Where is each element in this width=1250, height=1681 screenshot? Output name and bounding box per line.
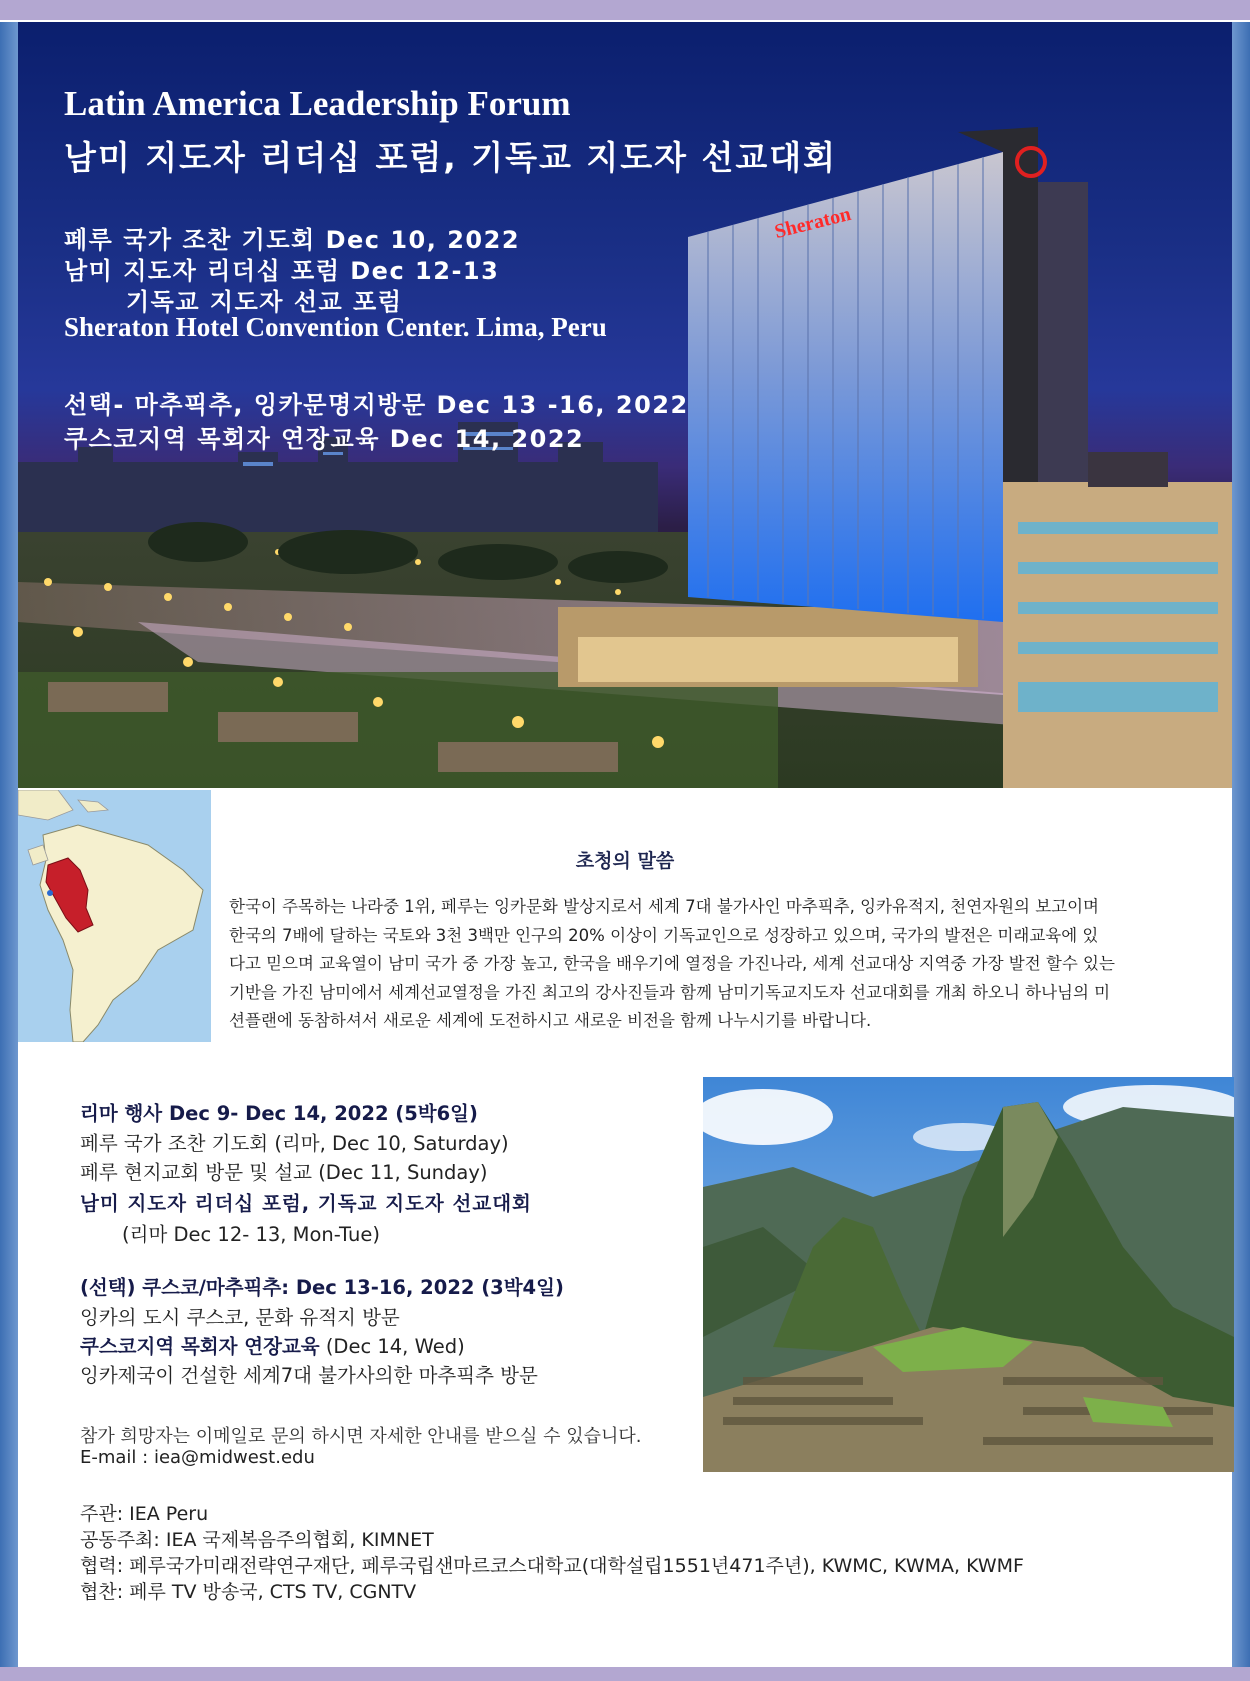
invitation-line: 다고 믿으며 교육열이 남미 국가 중 가장 높고, 한국을 배우기에 열정을 가진나라, 세계 선교대상 지역중 가장 발전 할수 있는 (229, 954, 1115, 973)
machu-picchu-photo (703, 1077, 1234, 1472)
invitation-line: 기반을 가진 남미에서 세계선교열정을 가진 최고의 강사진들과 함께 남미기독교지도자 선교대회를 개최 하오니 하나님의 미 (229, 982, 1111, 1002)
hotel-sign: Sheraton (772, 202, 854, 244)
forum-title: 남미 지도자 리더십 포럼, 기독교 지도자 선교대회 (80, 1192, 532, 1215)
lima-heading-prefix: 리마 행사 (80, 1102, 169, 1125)
cusco-item-city-visit: 잉카의 도시 쿠스코, 문화 유적지 방문 (80, 1306, 400, 1329)
invitation-line: 한국이 주목하는 나라중 1위, 페루는 잉카문화 발상지로서 세계 7대 불가사인 마추픽추, 잉카유적지, 천연자원의 보고이며 (229, 897, 1099, 916)
right-frame-border (1232, 0, 1250, 1681)
left-frame-border (0, 0, 18, 1681)
cusco-heading-dates: Dec 13-16, 2022 (3박4일) (295, 1276, 564, 1299)
hero-line-mission-forum: 기독교 지도자 선교 포럼 (126, 288, 403, 316)
cusco-education-label: 쿠스코지역 목회자 연장교육 (80, 1335, 320, 1358)
co-host: 공동주최: IEA 국제복음주의협회, KIMNET (80, 1529, 434, 1551)
south-america-map (18, 790, 211, 1042)
contact-email[interactable]: E-mail : iea@midwest.edu (80, 1447, 315, 1468)
hero-line-machu-picchu-option: 선택- 마추픽추, 잉카문명지방문 Dec 13 -16, 2022 (64, 391, 689, 419)
invitation-title: 초청의 말씀 (575, 850, 675, 872)
bottom-bar (0, 1667, 1250, 1681)
lima-item-prayer: 페루 국가 조찬 기도회 (리마, Dec 10, Saturday) (80, 1132, 509, 1155)
cusco-item-education (80, 1331, 465, 1359)
top-bar (0, 0, 1250, 22)
cusco-heading (80, 1272, 564, 1300)
support-sponsors: 협찬: 페루 TV 방송국, CTS TV, CGNTV (80, 1581, 417, 1603)
contact-note: 참가 희망자는 이메일로 문의 하시면 자세한 안내를 받으실 수 있습니다. (80, 1426, 642, 1447)
cooperation: 협력: 페루국가미래전략연구재단, 페루국립샌마르코스대학교(대학설립1551년471주년), KWMC, KWMA, KWMF (80, 1555, 1024, 1577)
invitation-body (229, 893, 1229, 1036)
lima-item-church-visit: 페루 현지교회 방문 및 설교 (Dec 11, Sunday) (80, 1161, 488, 1184)
invitation-line: 션플랜에 동참하셔서 새로운 세계에 도전하시고 새로운 비전을 함께 나누시기를 바랍니다. (229, 1011, 872, 1030)
cusco-education-date: (Dec 14, Wed) (319, 1335, 465, 1358)
forum-dates: (리마 Dec 12- 13, Mon-Tue) (122, 1223, 380, 1246)
lima-heading (80, 1098, 478, 1126)
hero-line-prayer-breakfast: 페루 국가 조찬 기도회 Dec 10, 2022 (64, 226, 521, 254)
hero-line-leadership-forum: 남미 지도자 리더십 포럼 Dec 12-13 (64, 257, 500, 285)
machu-picchu-image (703, 1077, 1234, 1472)
host-organizer: 주관: IEA Peru (80, 1503, 209, 1525)
hero-banner (18, 22, 1232, 788)
lima-heading-dates: Dec 9- Dec 14, 2022 (5박6일) (168, 1102, 478, 1125)
hero-title-english: Latin America Leadership Forum (64, 84, 571, 123)
peru-location-map-image (18, 790, 211, 1042)
hero-line-cusco-education: 쿠스코지역 목회자 연장교육 Dec 14, 2022 (64, 425, 585, 453)
hero-venue: Sheraton Hotel Convention Center. Lima, Peru (64, 312, 607, 342)
cusco-heading-prefix: (선택) 쿠스코/마추픽추: (80, 1276, 296, 1299)
invitation-line: 한국의 7배에 달하는 국토와 3천 3백만 인구의 20% 이상이 기독교인으로 성장하고 있으며, 국가의 발전은 미래교육에 있 (229, 925, 1099, 945)
cusco-item-machu-picchu: 잉카제국이 건설한 세계7대 불가사의한 마추픽추 방문 (80, 1364, 538, 1387)
hero-title-korean: 남미 지도자 리더십 포럼, 기독교 지도자 선교대회 (64, 138, 838, 177)
